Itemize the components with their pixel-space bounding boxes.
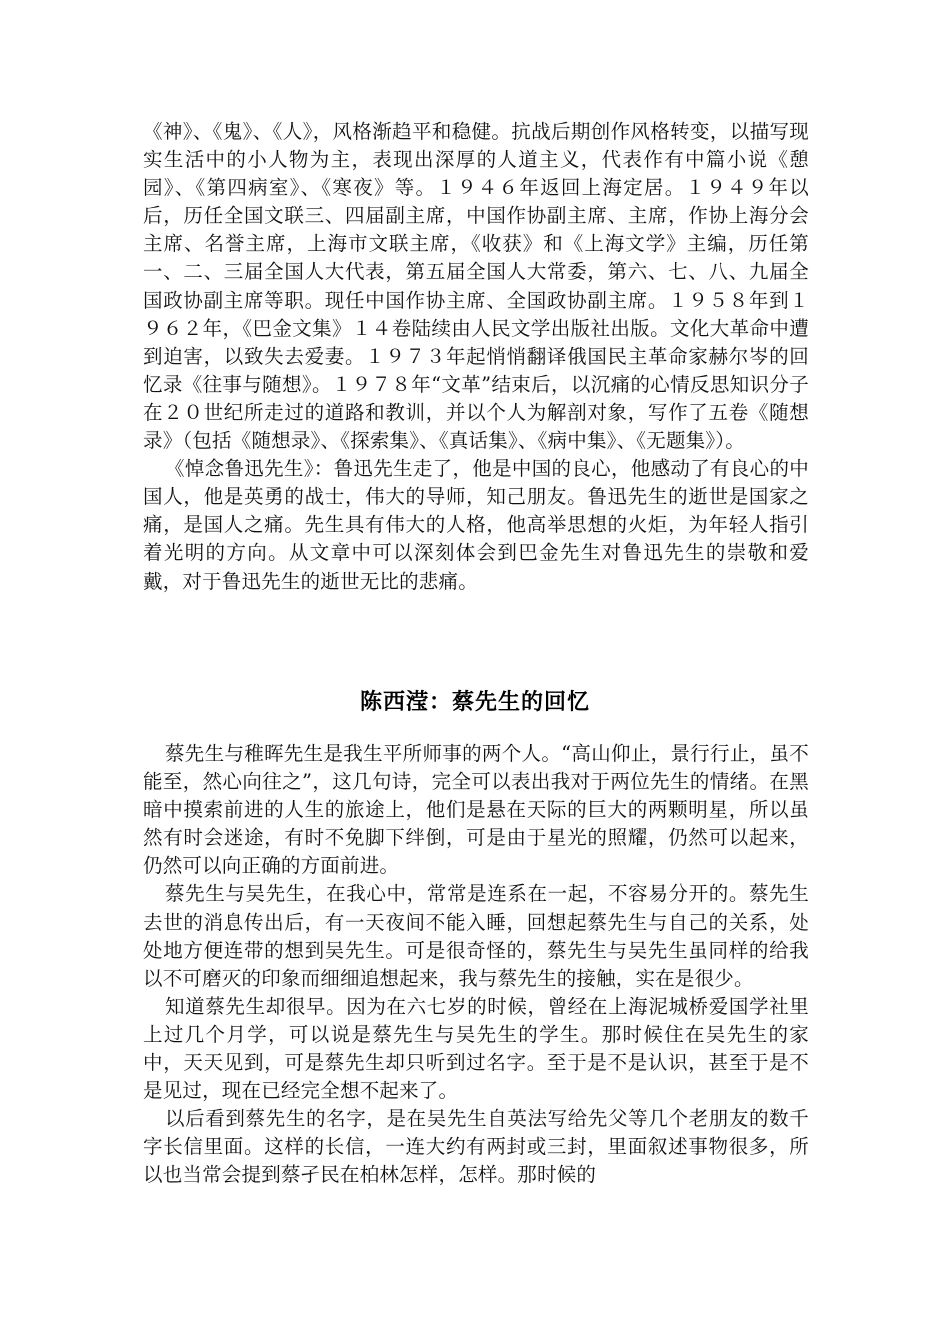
body-paragraph: 知道蔡先生却很早。因为在六七岁的时候，曾经在上海泥城桥爱国学社里上过几个月学，可以说是蔡先生与吴先生的学生。那时候住在吴先生的家中，天天见到，可是蔡先生却只听到过名字。至于是不是认识，甚至于是不是见过，现在已经完全想不起来了。: [143, 994, 809, 1103]
article-body: [143, 740, 809, 1190]
body-paragraph: 蔡先生与稚晖先生是我生平所师事的两个人。“高山仰止，景行行止，虽不能至，然心向往之”，这几句诗，完全可以表出我对于两位先生的情绪。在黑暗中摸索前进的人生的旅途上，他们是悬在天际的巨大的两颗明星，所以虽然有时会迷途，有时不免脚下绊倒，可是由于星光的照耀，仍然可以起来，仍然可以向正确的方面前进。: [143, 742, 809, 878]
body-paragraph: 蔡先生与吴先生，在我心中，常常是连系在一起，不容易分开的。蔡先生去世的消息传出后，有一天夜间不能入睡，回想起蔡先生与自己的关系，处处地方便连带的想到吴先生。可是很奇怪的，蔡先生与吴先生虽同样的给我以不可磨灭的印象而细细追想起来，我与蔡先生的接触，实在是很少。: [143, 882, 809, 990]
body-paragraph: 《悼念鲁迅先生》：鲁迅先生走了，他是中国的良心，他感动了有良心的中国人，他是英勇的战士，伟大的导师，知己朋友。鲁迅先生的逝世是国家之痛，是国人之痛。先生具有伟大的人格，他高举思想的火炬，为年轻人指引着光明的方向。从文章中可以深刻体会到巴金先生对鲁迅先生的崇敬和爱戴，对于鲁迅先生的逝世无比的悲痛。: [143, 457, 809, 593]
body-paragraph: 《神》、《鬼》、《人》，风格渐趋平和稳健。抗战后期创作风格转变，以描写现实生活中的小人物为主，表现出深厚的人道主义，代表作有中篇小说《憩园》、《第四病室》、《寒夜》等。１９４６年返回上海定居。１９４９年以后，历任全国文联三、四届副主席，中国作协副主席、主席，作协上海分会主席、名誉主席，上海市文联主席，《收获》和《上海文学》主编，历任第一、二、三届全国人大代表，第五届全国人大常委，第六、七、八、九届全国政协副主席等职。现任中国作协主席、全国政协副主席。１９５８年到１９６２年，《巴金文集》１４卷陆续由人民文学出版社出版。文化大革命中遭到迫害，以致失去爱妻。１９７３年起悄悄翻译俄国民主革命家赫尔岑的回忆录《往事与随想》。１９７８年“文革”结束后，以沉痛的心情反思知识分子在２０世纪所走过的道路和教训，并以个人为解剖对象，写作了五卷《随想录》（包括《随想录》、《探索集》、《真话集》、《病中集》、《无题集》）。: [143, 120, 809, 453]
top-text-block: [143, 118, 809, 596]
body-paragraph: 以后看到蔡先生的名字，是在吴先生自英法写给先父等几个老朋友的数千字长信里面。这样的长信，一连大约有两封或三封，里面叙述事物很多，所以也当常会提到蔡孑民在柏林怎样，怎样。那时候的: [143, 1107, 809, 1187]
article-title: 陈西滢：蔡先生的回忆: [359, 690, 590, 715]
